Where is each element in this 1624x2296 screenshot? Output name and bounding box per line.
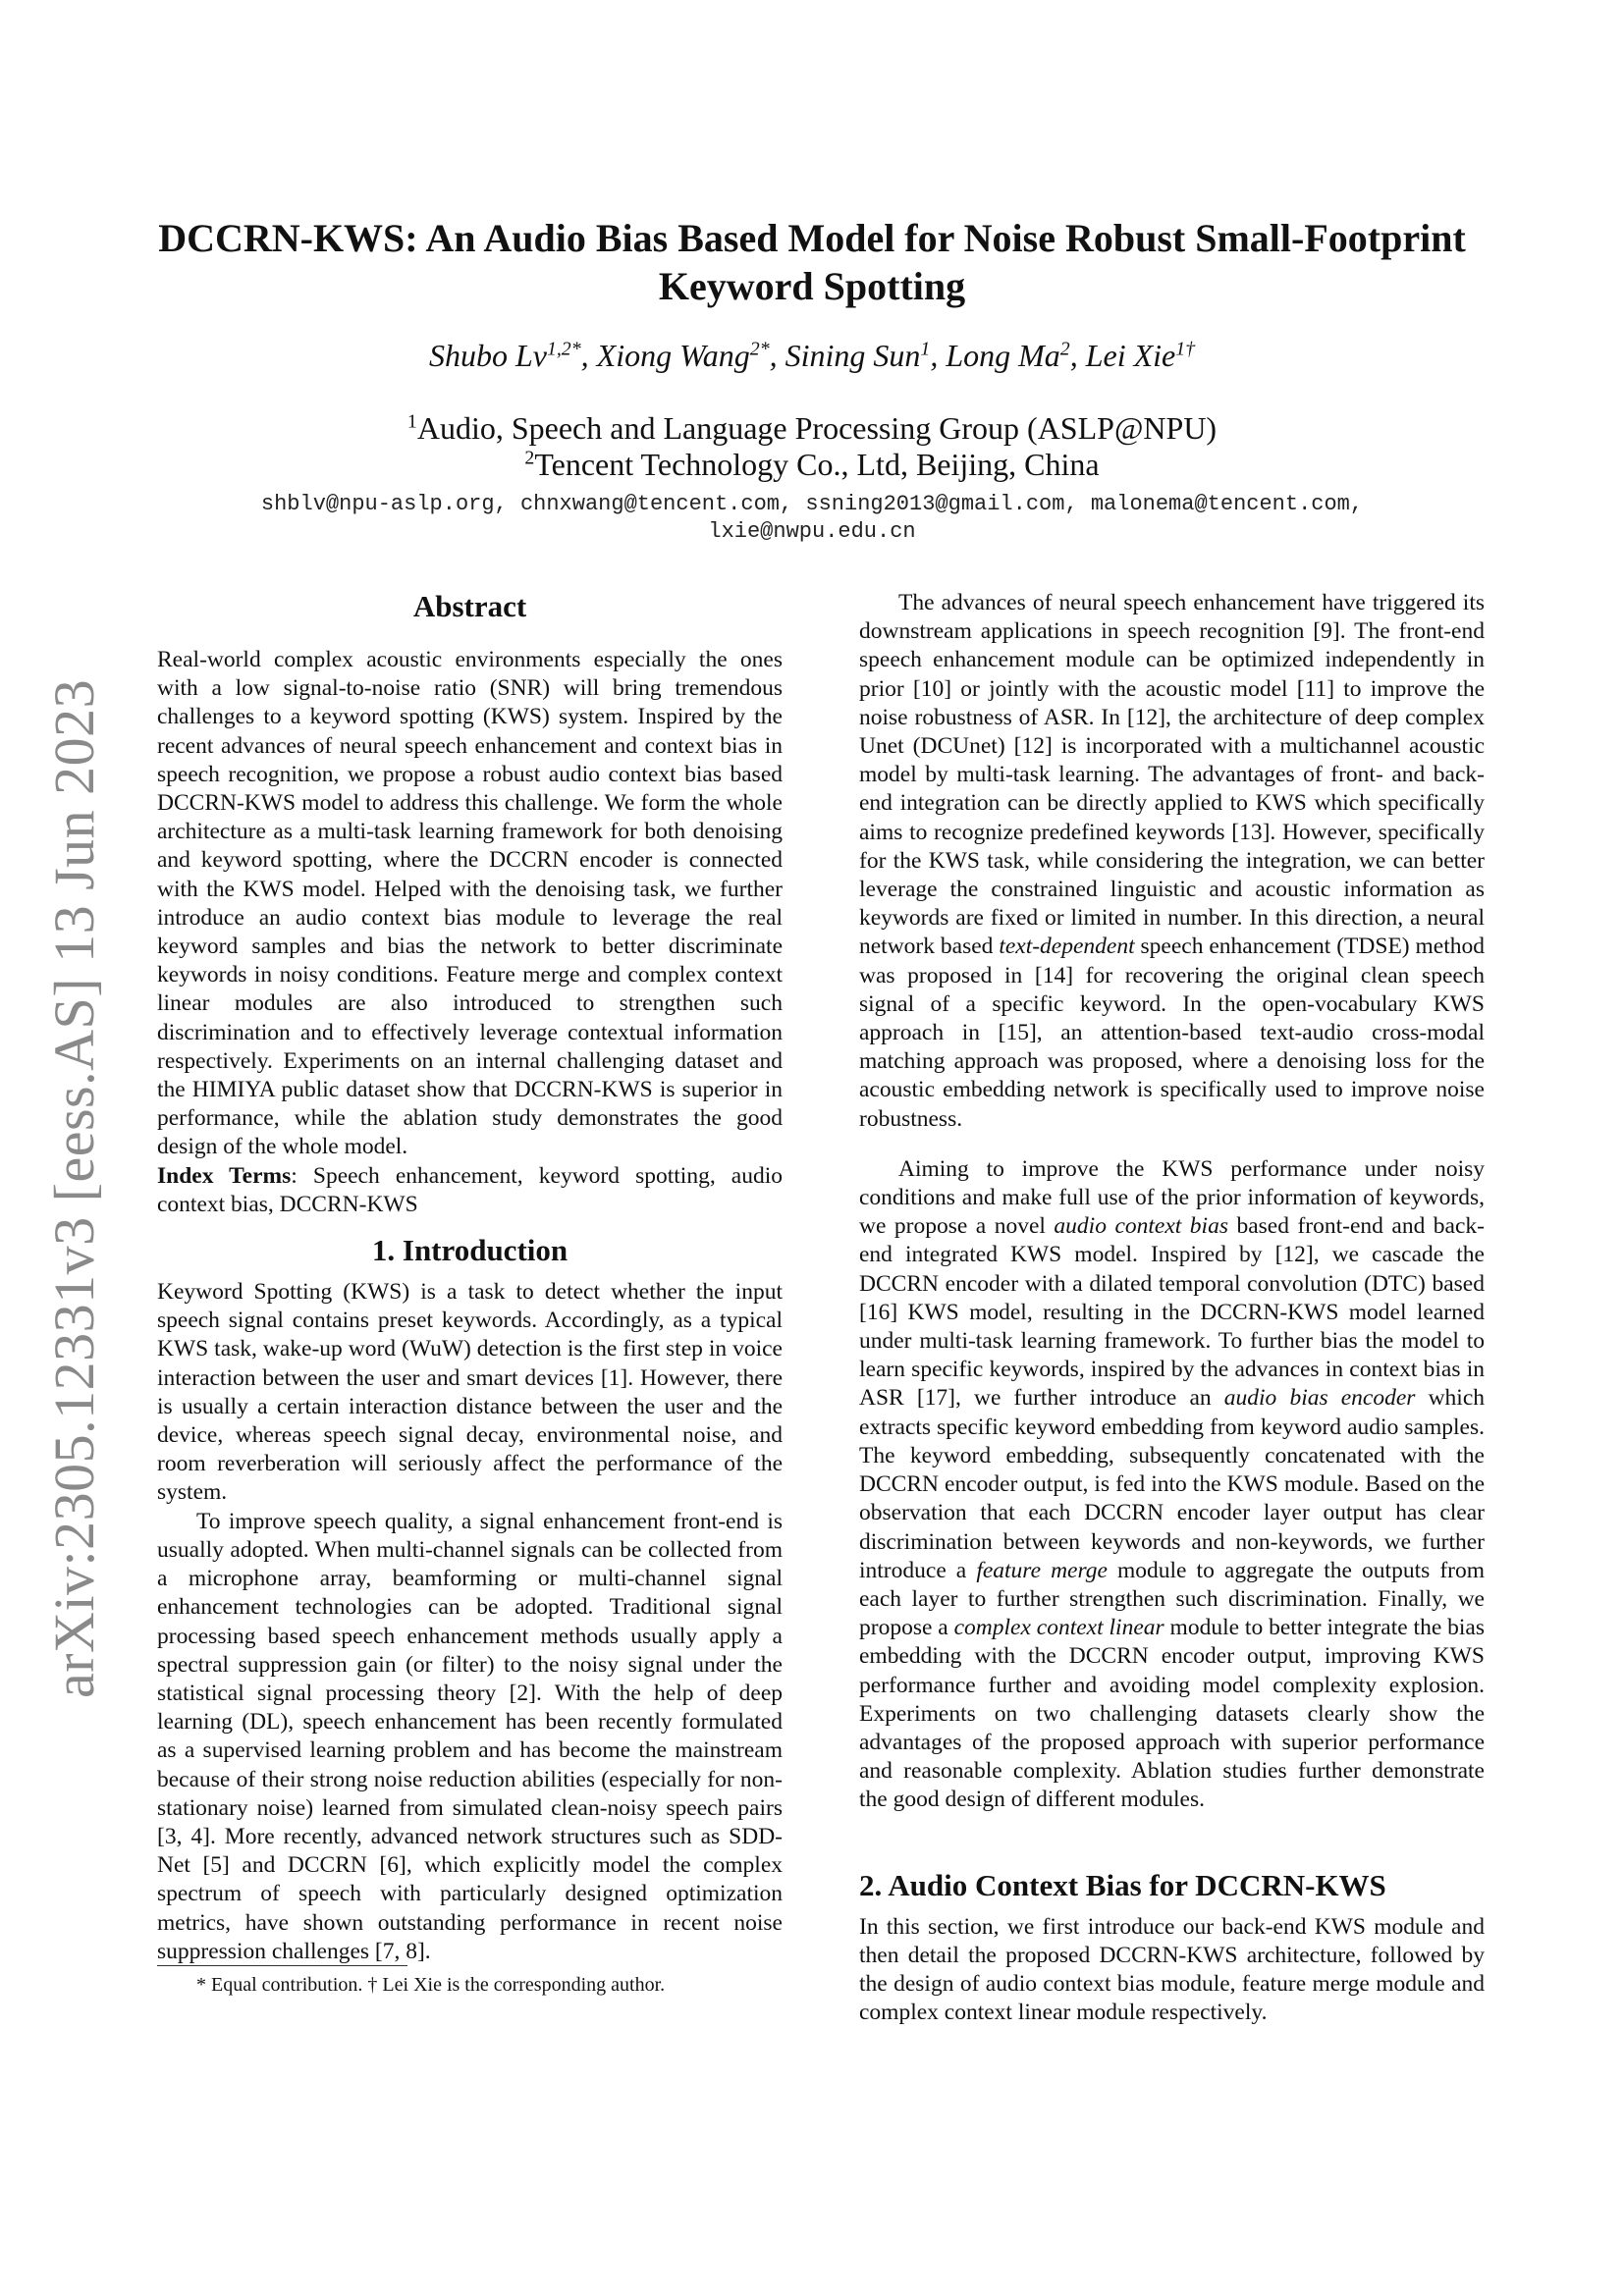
author: Long Ma$^2$ [946,338,1070,373]
index-terms: Index Terms: Speech enhancement, keyword spotting, audio context bias, DCCRN-KWS [157,1162,784,1217]
body-paragraph: The advances of neural speech enhancement have triggered its downstream applications in speech recognition [9]. The front-end speech enhancement module can be optimized independently in prior [10] or jointly with the acoustic model [11] to improve the noise robustness of ASR. In [12], the architecture of deep complex Unet (DCUnet) [12] is incorporated with a multichannel acoustic model by multi-task learning. The advantages of front- and back-end integration can be directly applied to KWS which specifically aims to recognize predefined keywords [13]. However, specifically for the KWS task, while considering the integration, we can better leverage the constrained linguistic and acoustic information as keywords are fixed or limited in number. In this direction, a neural network based text-dependent speech enhancement (TDSE) method was proposed in [14] for recovering the original clean speech signal of a specific keyword. In the open-vocabulary KWS approach in [15], an attention-based text-audio cross-modal matching approach was proposed, where a denoising loss for the acoustic embedding network is specifically used to improve noise robustness. [859,590,1486,1132]
abstract-text: Real-world complex acoustic environments especially the ones with a low signal-to-noise ratio (SNR) will bring tremendous challenges to a keyword spotting (KWS) system. Inspired by the recent advances of neural speech enhancement and context bias in speech recognition, we propose a robust audio context bias based DCCRN-KWS model to address this challenge. We form the whole architecture as a multi-task learning framework for both denoising and keyword spotting, where the DCCRN encoder is connected with the KWS model. Helped with the denoising task, we further introduce an audio context bias module to leverage the real keyword samples and bias the network to better discriminate keywords in noisy conditions. Feature merge and complex context linear modules are also introduced to strengthen such discrimination and to effectively leverage contextual information respectively. Experiments on an internal challenging dataset and the HIMIYA public dataset show that DCCRN-KWS is superior in performance, while the ablation study demonstrates the good design of the whole model. [157,647,783,1160]
affiliation: $^2$Tencent Technology Co., Ltd, Beijing, China [524,447,1100,482]
section-heading-introduction: 1. Introduction [371,1233,568,1268]
affiliation: $^1$Audio, Speech and Language Processing Group (ASLP@NPU) [406,410,1218,446]
intro-paragraph: To improve speech quality, a signal enhancement front-end is usually adopted. When multi-channel signals can be collected from a microphone array, beamforming or multi-channel signal enhancement technologies can be adopted. Traditional signal processing based speech enhancement methods usually apply a spectral suppression gain (or filter) to the noisy signal under the statistical signal processing theory [2]. With the help of deep learning (DL), speech enhancement has been recently formulated as a supervised learning problem and has become the mainstream because of their strong noise reduction abilities (especially for non-stationary noise) learned from simulated clean-noisy speech pairs [3, 4]. More recently, advanced network structures such as SDD-Net [5] and DCCRN [6], which explicitly model the complex spectrum of speech with particularly designed optimization metrics, have shown outstanding performance in recent noise suppression challenges [7, 8]. [157,1508,783,1964]
author: Xiong Wang$^{2*}$ [596,338,770,373]
paper-title: DCCRN-KWS: An Audio Bias Based Model for Noise Robust Small-Footprint Keyword Spotting [158,216,1466,308]
author: Lei Xie$^{1\dagger}$ [1085,338,1196,373]
author: Shubo $Lv^{1,2*}$ [428,338,581,373]
footnote-divider [157,1965,407,1966]
section-heading-audio-context-bias: 2. Audio Context Bias for DCCRN-KWS [859,1867,1386,1902]
body-paragraph: In this section, we first introduce our back-end KWS module and then detail the proposed DCCRN-KWS architecture, followed by the design of audio context bias module, feature merge module and complex context linear module respectively. [859,1913,1485,2026]
author: Sining Sun$^1$ [785,338,931,373]
intro-paragraph: Keyword Spotting (KWS) is a task to detect whether the input speech signal contains preset keywords. Accordingly, as a typical KWS task, wake-up word (WuW) detection is the first step in voice interaction between the user and smart devices [1]. However, there is usually a certain interaction distance between the user and the device, whereas speech signal decay, environmental noise, and room reverberation will seriously affect the performance of the system. [157,1279,783,1506]
right-column [859,589,1485,2027]
body-paragraph: Aiming to improve the KWS performance under noisy conditions and make full use of the prior information of keywords, we propose a novel audio context bias based front-end and back-end integrated KWS model. Inspired by [12], we cascade the DCCRN encoder with a dilated temporal convolution (DTC) based [16] KWS model, resulting in the DCCRN-KWS model learned under multi-task learning framework. To further bias the model to learn specific keywords, inspired by the advances in context bias in ASR [17], we further introduce an audio bias encoder which extracts specific keyword embedding from keyword audio samples. The keyword embedding, subsequently concatenated with the DCCRN encoder output, is fed into the KWS module. Based on the observation that each DCCRN encoder layer output has clear discrimination between keywords and non-keywords, we further introduce a feature merge module to aggregate the outputs from each layer to further strengthen such discrimination. Finally, we propose a complex context linear module to better integrate the bias embedding with the DCCRN encoder output, improving KWS performance further and avoiding model complexity explosion. Experiments on two challenging datasets clearly show the advantages of the proposed approach with superior performance and reasonable complexity. Ablation studies further demonstrate the good design of different modules. [859,1155,1485,1813]
author-emails: shblv@npu-aslp.org, chnxwang@tencent.com, ssning2013@gmail.com, malonema@tencent.com, lxie@nwpu.edu.cn [260,492,1364,544]
left-column [157,589,783,1966]
footnote: * Equal contribution. † Lei Xie is the corresponding author. [196,1974,666,1996]
arxiv-identifier: arXiv:2305.12331v3 [eess.AS] 13 Jun 2023 [42,678,106,1698]
abstract-heading: Abstract [412,589,527,623]
author-list: Shubo $Lv^{1,2*}$, Xiong Wang$^{2*}$, Sining Sun$^1$, Long Ma$^2$, Lei Xie$^{1\dagger}$ [428,338,1196,373]
